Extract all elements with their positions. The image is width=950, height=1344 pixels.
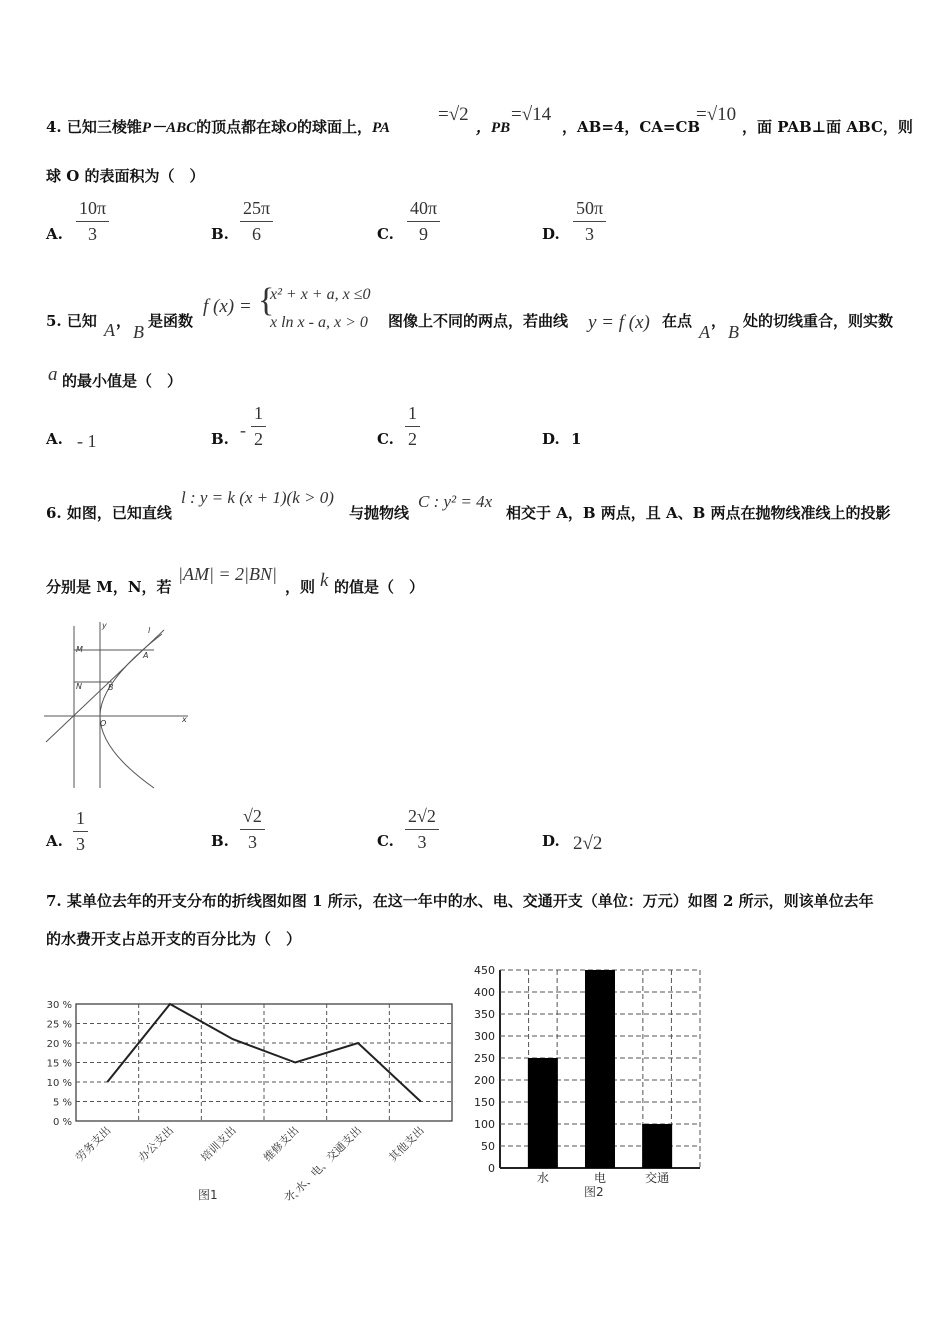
- bar-chart-y-tick-label: 350: [474, 1008, 495, 1021]
- q6-option-c-den: 3: [417, 832, 427, 852]
- q5-comma-2: ，: [711, 312, 727, 330]
- q4-pabc: P－ABC: [141, 120, 197, 136]
- q4-text-b: 的顶点都在球: [196, 118, 287, 136]
- bar-chart-y-tick-label: 200: [474, 1074, 495, 1087]
- q4-rest: ，AB=4，CA=CB: [562, 118, 701, 136]
- line-chart-y-tick-label: 5 %: [52, 1097, 72, 1109]
- fig-label-o: O: [100, 719, 107, 728]
- q6-line-eq: l : y = k (x + 1)(k > 0): [181, 488, 334, 507]
- q4-option-c-value: [407, 198, 440, 245]
- q5-option-d-value: 1: [571, 430, 582, 448]
- q5-option-a-label: A.: [46, 430, 63, 448]
- figure-1-line-chart: [40, 992, 460, 1207]
- bar-chart-x-tick-label: 电: [593, 1171, 607, 1185]
- bar-chart-y-tick-label: 0: [488, 1162, 495, 1175]
- q5-text-2: 是函数: [148, 312, 194, 330]
- q5-option-b-value: [251, 403, 266, 450]
- q7-line2: 的水费开支占总开支的百分比为（ ）: [46, 930, 302, 948]
- bar-chart-y-tick-label: 100: [474, 1118, 495, 1131]
- line-chart-x-tick-label: 其他支出: [386, 1123, 427, 1165]
- q4-option-d-den: 3: [585, 224, 595, 244]
- line-chart-x-tick-label: 维修支出: [261, 1123, 302, 1165]
- q4-pb: ，PB: [476, 120, 511, 136]
- q6-option-b-num: √2: [240, 806, 265, 830]
- line-chart-title: 图1: [198, 1188, 218, 1202]
- q6-number: 6.: [46, 504, 62, 522]
- q6-option-d-label: D.: [542, 832, 560, 850]
- line-chart-x-ticks: [72, 1123, 426, 1195]
- q4-tail: ，面 PAB⊥面 ABC，则: [742, 118, 913, 136]
- q5-var-a: a: [48, 364, 58, 385]
- q6-option-a-den: 3: [76, 834, 85, 854]
- q6-option-c-value: [405, 806, 439, 853]
- bar-chart-bar: [528, 1058, 558, 1168]
- q5-line2: 的最小值是（ ）: [62, 372, 183, 390]
- q5-curve: y = f (x): [588, 312, 650, 333]
- q4-option-b-den: 6: [252, 224, 262, 244]
- line-chart-y-tick-label: 15 %: [46, 1058, 72, 1070]
- bar-chart-y-tick-label: 400: [474, 986, 495, 999]
- q5-number: 5.: [46, 312, 62, 330]
- q5-case-2: x ln x - a, x > 0: [270, 314, 368, 331]
- q6-start: [46, 502, 172, 523]
- fig-label-l: l: [148, 626, 151, 635]
- q6-option-b-value: [240, 806, 265, 853]
- q7-line1: 7. 某单位去年的开支分布的折线图如图 1 所示，在这一年中的水、电、交通开支（单位：万元）如图 2 所示，则该单位去年: [46, 892, 874, 910]
- bar-chart-bars: [528, 970, 672, 1168]
- q6-option-d-value: 2√2: [573, 833, 603, 854]
- bar-chart-bar: [642, 1124, 672, 1168]
- q4-pa-value: =√2: [438, 104, 469, 125]
- q6-option-a-label: A.: [46, 832, 63, 850]
- q4-text-a: 已知三棱锥: [66, 118, 142, 136]
- fig-label-x: x: [182, 715, 187, 724]
- q5-option-c-value: [405, 403, 420, 450]
- fig-label-y: y: [102, 621, 107, 630]
- q4-option-d-value: [573, 198, 606, 245]
- q4-o: O: [286, 120, 297, 136]
- fig-label-n: N: [76, 682, 82, 691]
- q4-option-a-den: 3: [88, 224, 98, 244]
- q4-option-d-num: 50π: [573, 198, 606, 222]
- bar-chart-y-tick-label: 50: [481, 1140, 495, 1153]
- q4-pa: PA: [371, 120, 391, 136]
- q4-line2: 球 O 的表面积为（ ）: [46, 167, 205, 185]
- bar-chart-y-tick-label: 450: [474, 964, 495, 977]
- q4-pb-value: =√14: [511, 104, 552, 125]
- figure-2-bar-chart: [468, 962, 708, 1202]
- fig-label-m: M: [76, 645, 83, 654]
- q4-option-d-label: D.: [542, 225, 560, 243]
- q4-option-b-num: 25π: [240, 198, 273, 222]
- line-chart-y-tick-label: 10 %: [46, 1078, 72, 1089]
- bar-chart-y-tick-label: 250: [474, 1052, 495, 1065]
- line-chart-y-tick-label: 20 %: [46, 1039, 72, 1050]
- q5-option-b-sign: -: [240, 420, 246, 440]
- bar-chart-x-tick-label: 交通: [645, 1171, 670, 1185]
- q6-text-4: 分别是 M，N，若: [46, 578, 172, 596]
- parabola-curve: [100, 634, 162, 788]
- line-chart-grid: [76, 1004, 452, 1121]
- q6-parabola: C : y² = 4x: [418, 492, 493, 511]
- q5-text-5: 处的切线重合，则实数: [743, 312, 894, 330]
- q5-option-c-label: C.: [377, 430, 394, 448]
- fig-label-b: B: [108, 683, 114, 692]
- q6-text-3: 相交于 A，B 两点，且 A、B 两点在抛物线准线上的投影: [506, 504, 891, 522]
- line-chart-y-tick-label: 25 %: [46, 1019, 72, 1031]
- q6-figure: [42, 618, 198, 790]
- q6-option-a-num: 1: [73, 808, 88, 832]
- q4-option-c-den: 9: [419, 224, 429, 244]
- q5-option-b-label: B.: [211, 430, 229, 448]
- q4-option-a-num: 10π: [76, 198, 109, 222]
- line-chart-x-tick-label: 劳务支出: [73, 1123, 114, 1165]
- q4-text-c: 的球面上，: [296, 118, 372, 136]
- q6-text-5: ，则: [285, 578, 316, 596]
- bar-chart-y-tick-label: 150: [474, 1096, 495, 1109]
- q4-line1: [46, 116, 390, 137]
- q5-option-c-den: 2: [408, 429, 417, 449]
- q5-comma: ，: [116, 312, 132, 330]
- q6-option-b-label: B.: [211, 832, 229, 850]
- q4-option-c-label: C.: [377, 225, 394, 243]
- bar-chart-bar: [585, 970, 615, 1168]
- q4-number: 4.: [46, 118, 62, 136]
- q5-point-b: B: [133, 322, 144, 342]
- q5-text-4: 在点: [662, 312, 693, 330]
- q5-point-a2: A: [699, 322, 710, 342]
- q6-option-a-value: [73, 808, 88, 855]
- bar-chart-y-tick-label: 300: [474, 1030, 495, 1043]
- fig-label-a: A: [143, 651, 149, 660]
- q5-option-b-num: 1: [251, 403, 266, 427]
- q4-cacb-value: =√10: [696, 104, 737, 125]
- bar-chart-x-tick-label: 水: [536, 1171, 549, 1185]
- q5-point-b2: B: [728, 322, 739, 342]
- line-chart-y-tick-label: 0 %: [52, 1117, 72, 1128]
- q5-point-a: A: [104, 320, 115, 340]
- q6-text-6: 的值是（ ）: [334, 578, 425, 596]
- bar-chart-x-ticks: [537, 1170, 669, 1185]
- q5-start: [46, 310, 97, 331]
- q6-option-c-label: C.: [377, 832, 394, 850]
- q6-option-c-num: 2√2: [405, 806, 439, 830]
- q5-brace: {: [258, 282, 275, 319]
- q6-var-k: k: [320, 570, 329, 591]
- bar-chart-y-ticks: [474, 964, 495, 1175]
- q6-text-2: 与抛物线: [349, 504, 410, 522]
- q5-fx: f (x) =: [203, 296, 252, 317]
- bar-chart-title: 图2: [584, 1185, 604, 1199]
- q5-text-3: 图像上不同的两点，若曲线: [388, 312, 569, 330]
- q4-option-a-label: A.: [46, 225, 63, 243]
- line-chart-y-ticks: [47, 1000, 72, 1128]
- q4-option-c-num: 40π: [407, 198, 440, 222]
- line-chart-x-tick-label: 培训支出: [198, 1123, 239, 1165]
- line-chart-extra-label: 水-: [284, 1189, 299, 1202]
- q4-option-a-value: [76, 198, 109, 245]
- q6-option-b-den: 3: [247, 832, 257, 852]
- q5-text-1: 已知: [66, 312, 97, 330]
- line-chart-x-tick-label: 水、电、交通支出: [292, 1123, 365, 1196]
- line-chart-y-tick-label: 30 %: [46, 1000, 72, 1011]
- q6-text-1: 如图，已知直线: [66, 504, 172, 522]
- q6-condition: |AM| = 2|BN|: [178, 564, 277, 584]
- q5-case-1: x² + x + a, x ≤0: [270, 286, 371, 303]
- line-chart-x-tick-label: 办公支出: [135, 1123, 177, 1165]
- q5-option-d-label: D.: [542, 430, 560, 448]
- q5-option-b-den: 2: [254, 429, 263, 449]
- q4-option-b-label: B.: [211, 225, 229, 243]
- q4-option-b-value: [240, 198, 273, 245]
- q5-option-a-value: - 1: [77, 431, 97, 451]
- q5-option-c-num: 1: [405, 403, 420, 427]
